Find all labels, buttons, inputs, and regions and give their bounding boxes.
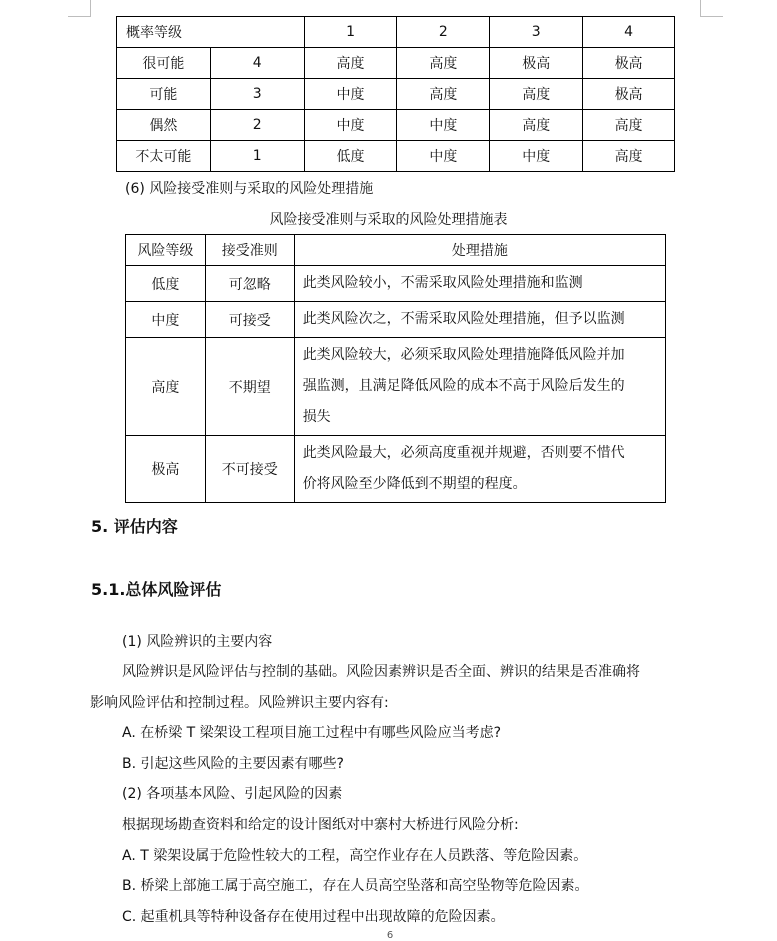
- paragraph-line: 根据现场勘查资料和给定的设计图纸对中寨村大桥进行风险分析:: [122, 817, 519, 833]
- paragraph-line: B. 桥梁上部施工属于高空施工，存在人员高空坠落和高空坠物等危险因素。: [122, 878, 589, 894]
- measure-line: 强监测，且满足降低风险的成本不高于风险后发生的: [302, 378, 625, 394]
- table-cell: 中度: [304, 110, 397, 141]
- table-cell: 高度: [397, 79, 490, 110]
- table-cell: 可能: [117, 79, 211, 110]
- table-header-cell: 接受准则: [205, 235, 294, 266]
- risk-level-cell: 极高: [126, 436, 206, 503]
- paragraph-line: C. 起重机具等特种设备存在使用过程中出现故障的危险因素。: [122, 909, 505, 925]
- table-row: [126, 436, 666, 503]
- measure-line: 价将风险至少降低到不期望的程度。: [302, 476, 527, 492]
- section-heading-5-1: 5.1.总体风险评估: [91, 580, 222, 599]
- measure-cell: [294, 266, 665, 302]
- measure-line: 此类风险次之，不需采取风险处理措施，但予以监测: [302, 311, 625, 327]
- table-cell: 中度: [490, 141, 583, 172]
- table-cell: 高度: [490, 110, 583, 141]
- table-cell: 高度: [397, 48, 490, 79]
- table-cell: 中度: [397, 110, 490, 141]
- table-header-cell: 4: [583, 17, 675, 48]
- paragraph-line: (1) 风险辨识的主要内容: [122, 634, 273, 650]
- table-header-cell: 2: [397, 17, 490, 48]
- paragraph-line: 风险辨识是风险评估与控制的基础。风险因素辨识是否全面、辨识的结果是否准确将: [122, 664, 640, 680]
- risk-level-cell: 低度: [126, 266, 206, 302]
- risk-level-cell: 高度: [126, 338, 206, 436]
- paragraph-line: A. 在桥梁 T 梁架设工程项目施工过程中有哪些风险应当考虑?: [122, 725, 502, 741]
- table-header-cell: 处理措施: [294, 235, 665, 266]
- acceptance-criterion-cell: 不可接受: [205, 436, 294, 503]
- table-cell: 低度: [304, 141, 397, 172]
- paragraph-line: A. T 梁架设属于危险性较大的工程，高空作业存在人员跌落、等危险因素。: [122, 848, 588, 864]
- paragraph-line: 影响风险评估和控制过程。风险辨识主要内容有:: [90, 695, 389, 711]
- section-6-label: (6) 风险接受准则与采取的风险处理措施: [125, 181, 374, 197]
- paragraph-line: B. 引起这些风险的主要因素有哪些?: [122, 756, 344, 772]
- table-cell: 极高: [583, 79, 675, 110]
- table-cell: 中度: [397, 141, 490, 172]
- section-heading-5: 5. 评估内容: [91, 517, 178, 536]
- table-row: [126, 338, 666, 436]
- risk-acceptance-table: [125, 234, 666, 503]
- table-cell: 高度: [583, 141, 675, 172]
- measure-cell: [294, 338, 665, 436]
- table-cell: 4: [210, 48, 304, 79]
- table-header-cell: 风险等级: [126, 235, 206, 266]
- table-cell: 偶然: [117, 110, 211, 141]
- acceptance-criterion-cell: 可忽略: [205, 266, 294, 302]
- table-header-row: [126, 235, 666, 266]
- table-header-cell: 概率等级: [117, 17, 305, 48]
- table-cell: 高度: [583, 110, 675, 141]
- measure-cell: [294, 436, 665, 503]
- table-cell: 2: [210, 110, 304, 141]
- table-cell: 高度: [304, 48, 397, 79]
- table-cell: 高度: [490, 79, 583, 110]
- acceptance-criterion-cell: 可接受: [205, 302, 294, 338]
- risk-level-cell: 中度: [126, 302, 206, 338]
- measure-line: 此类风险较大，必须采取风险处理措施降低风险并加: [302, 347, 625, 363]
- measure-line: 损失: [302, 409, 331, 425]
- table-cell: 很可能: [117, 48, 211, 79]
- table-header-row: [117, 17, 675, 48]
- measure-cell: [294, 302, 665, 338]
- paragraph-line: (2) 各项基本风险、引起风险的因素: [122, 786, 343, 802]
- table-header-cell: 1: [304, 17, 397, 48]
- measure-line: 此类风险最大，必须高度重视并规避，否则要不惜代: [302, 445, 625, 461]
- table-header-cell: 3: [490, 17, 583, 48]
- table-cell: 极高: [583, 48, 675, 79]
- table-cell: 1: [210, 141, 304, 172]
- table-cell: 不太可能: [117, 141, 211, 172]
- page-number: 6: [386, 930, 394, 941]
- page-corner-mark-left: [68, 0, 91, 17]
- table-row: [117, 79, 675, 110]
- probability-level-table: [116, 16, 675, 172]
- table-row: [117, 110, 675, 141]
- table-cell: 极高: [490, 48, 583, 79]
- table-row: [117, 48, 675, 79]
- table-row: [126, 266, 666, 302]
- table-caption: 风险接受准则与采取的风险处理措施表: [269, 212, 508, 228]
- table-row: [117, 141, 675, 172]
- acceptance-criterion-cell: 不期望: [205, 338, 294, 436]
- table-cell: 3: [210, 79, 304, 110]
- table-row: [126, 302, 666, 338]
- measure-line: 此类风险较小，不需采取风险处理措施和监测: [302, 275, 583, 291]
- page-corner-mark-right: [700, 0, 723, 17]
- table-cell: 中度: [304, 79, 397, 110]
